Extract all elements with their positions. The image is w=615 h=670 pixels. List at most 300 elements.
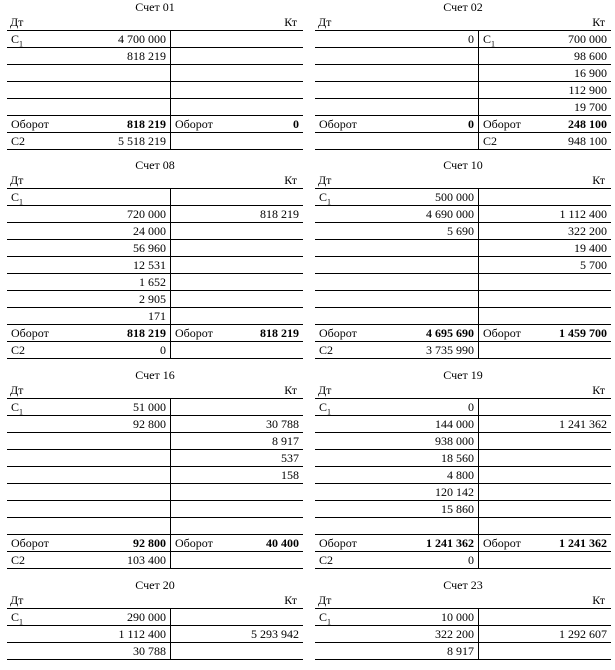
amount: 103 400 bbox=[127, 553, 166, 567]
amount: 1 112 400 bbox=[118, 627, 166, 641]
t-account bbox=[315, 578, 611, 660]
debit-cell bbox=[315, 484, 479, 501]
debit-cell bbox=[315, 433, 479, 450]
account-header bbox=[315, 383, 611, 399]
balance-label: C2 bbox=[11, 134, 26, 148]
credit-cell bbox=[171, 133, 304, 150]
amount: 700 000 bbox=[568, 32, 607, 46]
debit-cell bbox=[315, 416, 479, 433]
t-account bbox=[315, 368, 611, 569]
turnover-credit-cell bbox=[479, 535, 612, 552]
account-title: Счет 01 bbox=[135, 0, 175, 14]
balance-label: C2 bbox=[483, 134, 498, 148]
amount: 500 000 bbox=[435, 190, 474, 204]
closing-balance-row bbox=[315, 342, 611, 359]
t-account bbox=[315, 158, 611, 359]
credit-label: Кт bbox=[592, 173, 605, 187]
entry-row bbox=[7, 399, 303, 416]
entry-row bbox=[7, 257, 303, 274]
credit-cell bbox=[479, 450, 612, 467]
turnover-amount: 0 bbox=[293, 117, 299, 131]
account-table bbox=[315, 609, 611, 660]
debit-cell bbox=[315, 518, 479, 535]
amount: 10 000 bbox=[441, 610, 474, 624]
debit-cell bbox=[7, 416, 171, 433]
entry-row bbox=[7, 48, 303, 65]
debit-cell bbox=[7, 501, 171, 518]
entry-row bbox=[315, 223, 611, 240]
credit-cell bbox=[479, 416, 612, 433]
credit-cell bbox=[171, 189, 304, 206]
credit-cell bbox=[171, 552, 304, 569]
balance-label: $C_1$ bbox=[11, 32, 24, 48]
debit-label: Дт bbox=[318, 593, 332, 607]
amount: 1 112 400 bbox=[559, 207, 607, 221]
entry-row bbox=[7, 450, 303, 467]
account-header bbox=[7, 15, 303, 31]
amount: 144 000 bbox=[435, 417, 474, 431]
debit-cell bbox=[315, 308, 479, 325]
amount: 19 700 bbox=[574, 100, 607, 114]
debit-cell bbox=[7, 518, 171, 535]
balance-label: $C_1$ bbox=[319, 610, 332, 626]
balance-label: $C_1$ bbox=[11, 400, 24, 416]
turnover-debit-cell bbox=[315, 325, 479, 342]
debit-cell bbox=[315, 399, 479, 416]
credit-cell bbox=[171, 626, 304, 643]
debit-cell bbox=[315, 501, 479, 518]
debit-cell bbox=[7, 291, 171, 308]
debit-cell bbox=[315, 206, 479, 223]
credit-cell bbox=[479, 433, 612, 450]
credit-cell bbox=[171, 206, 304, 223]
entry-row bbox=[315, 626, 611, 643]
credit-label: Кт bbox=[284, 593, 297, 607]
credit-cell bbox=[479, 609, 612, 626]
account-title: Счет 23 bbox=[443, 578, 483, 592]
turnover-amount: 818 219 bbox=[127, 117, 166, 131]
debit-cell bbox=[7, 31, 171, 48]
debit-cell bbox=[315, 274, 479, 291]
debit-cell bbox=[7, 274, 171, 291]
turnover-label: Оборот bbox=[483, 117, 521, 131]
entry-row bbox=[315, 31, 611, 48]
entry-row bbox=[7, 416, 303, 433]
credit-cell bbox=[479, 257, 612, 274]
credit-cell bbox=[479, 399, 612, 416]
entry-row bbox=[315, 240, 611, 257]
turnover-label: Оборот bbox=[175, 326, 213, 340]
entry-row bbox=[315, 416, 611, 433]
amount: 818 219 bbox=[127, 49, 166, 63]
credit-cell bbox=[171, 31, 304, 48]
entry-row bbox=[315, 48, 611, 65]
amount: 15 860 bbox=[441, 502, 474, 516]
turnover-label: Оборот bbox=[175, 117, 213, 131]
turnover-row bbox=[315, 116, 611, 133]
credit-cell bbox=[171, 48, 304, 65]
credit-cell bbox=[171, 450, 304, 467]
balance-label: $C_1$ bbox=[483, 32, 496, 48]
amount: 0 bbox=[468, 553, 474, 567]
debit-label: Дт bbox=[318, 383, 332, 397]
t-account bbox=[7, 368, 303, 569]
debit-cell bbox=[315, 240, 479, 257]
account-header bbox=[315, 593, 611, 609]
credit-cell bbox=[479, 206, 612, 223]
credit-cell bbox=[479, 484, 612, 501]
credit-label: Кт bbox=[284, 383, 297, 397]
amount: 171 bbox=[148, 309, 166, 323]
amount: 5 293 942 bbox=[251, 627, 299, 641]
account-title: Счет 20 bbox=[135, 578, 175, 592]
t-account bbox=[7, 158, 303, 359]
amount: 0 bbox=[468, 400, 474, 414]
debit-cell bbox=[315, 82, 479, 99]
turnover-debit-cell bbox=[7, 325, 171, 342]
entry-row bbox=[315, 291, 611, 308]
debit-cell bbox=[315, 342, 479, 359]
turnover-amount: 1 241 362 bbox=[426, 536, 474, 550]
turnover-debit-cell bbox=[7, 116, 171, 133]
turnover-credit-cell bbox=[479, 325, 612, 342]
debit-cell bbox=[315, 643, 479, 660]
turnover-credit-cell bbox=[171, 116, 304, 133]
credit-cell bbox=[479, 552, 612, 569]
account-title: Счет 16 bbox=[135, 368, 175, 382]
amount: 92 800 bbox=[133, 417, 166, 431]
credit-cell bbox=[479, 291, 612, 308]
entry-row bbox=[7, 308, 303, 325]
credit-cell bbox=[479, 308, 612, 325]
turnover-row bbox=[7, 325, 303, 342]
amount: 8 917 bbox=[447, 644, 474, 658]
entry-row bbox=[315, 518, 611, 535]
credit-cell bbox=[171, 99, 304, 116]
debit-cell bbox=[315, 291, 479, 308]
debit-cell bbox=[7, 450, 171, 467]
turnover-credit-cell bbox=[171, 325, 304, 342]
entry-row bbox=[315, 257, 611, 274]
turnover-label: Оборот bbox=[11, 117, 49, 131]
entry-row bbox=[7, 82, 303, 99]
entry-row bbox=[315, 467, 611, 484]
debit-cell bbox=[315, 48, 479, 65]
amount: 948 100 bbox=[568, 134, 607, 148]
credit-label: Кт bbox=[284, 15, 297, 29]
entry-row bbox=[7, 223, 303, 240]
turnover-amount: 1 459 700 bbox=[559, 326, 607, 340]
turnover-amount: 1 241 362 bbox=[559, 536, 607, 550]
account-header bbox=[7, 383, 303, 399]
amount: 4 690 000 bbox=[426, 207, 474, 221]
entry-row bbox=[7, 291, 303, 308]
entry-row bbox=[315, 609, 611, 626]
account-title: Счет 08 bbox=[135, 158, 175, 172]
debit-cell bbox=[7, 609, 171, 626]
debit-label: Дт bbox=[318, 15, 332, 29]
debit-cell bbox=[7, 552, 171, 569]
turnover-amount: 248 100 bbox=[568, 117, 607, 131]
t-account bbox=[7, 0, 303, 150]
credit-cell bbox=[479, 99, 612, 116]
turnover-label: Оборот bbox=[483, 326, 521, 340]
amount: 1 241 362 bbox=[559, 417, 607, 431]
balance-label: C2 bbox=[319, 553, 334, 567]
credit-cell bbox=[479, 223, 612, 240]
entry-row bbox=[315, 308, 611, 325]
balance-label: $C_1$ bbox=[11, 190, 24, 206]
amount: 537 bbox=[281, 451, 299, 465]
entry-row bbox=[7, 189, 303, 206]
turnover-label: Оборот bbox=[11, 536, 49, 550]
credit-cell bbox=[479, 501, 612, 518]
entry-row bbox=[315, 99, 611, 116]
credit-label: Кт bbox=[592, 593, 605, 607]
closing-balance-row bbox=[7, 133, 303, 150]
amount: 0 bbox=[468, 32, 474, 46]
debit-label: Дт bbox=[10, 173, 24, 187]
turnover-credit-cell bbox=[479, 116, 612, 133]
amount: 5 518 219 bbox=[118, 134, 166, 148]
amount: 1 292 607 bbox=[559, 627, 607, 641]
debit-cell bbox=[315, 223, 479, 240]
turnover-debit-cell bbox=[315, 535, 479, 552]
entry-row bbox=[7, 501, 303, 518]
entry-row bbox=[7, 240, 303, 257]
t-account bbox=[7, 578, 303, 660]
entry-row bbox=[7, 433, 303, 450]
debit-cell bbox=[7, 206, 171, 223]
debit-cell bbox=[315, 133, 479, 150]
entry-row bbox=[315, 206, 611, 223]
entry-row bbox=[7, 643, 303, 660]
credit-cell bbox=[171, 501, 304, 518]
debit-cell bbox=[7, 626, 171, 643]
entry-row bbox=[7, 467, 303, 484]
entry-row bbox=[7, 518, 303, 535]
entry-row bbox=[7, 31, 303, 48]
account-title: Счет 19 bbox=[443, 368, 483, 382]
credit-cell bbox=[479, 65, 612, 82]
entry-row bbox=[315, 82, 611, 99]
turnover-amount: 40 400 bbox=[266, 536, 299, 550]
debit-cell bbox=[7, 65, 171, 82]
entry-row bbox=[315, 643, 611, 660]
amount: 120 142 bbox=[435, 485, 474, 499]
credit-cell bbox=[479, 467, 612, 484]
credit-cell bbox=[171, 308, 304, 325]
account-header bbox=[7, 593, 303, 609]
credit-cell bbox=[171, 609, 304, 626]
amount: 290 000 bbox=[127, 610, 166, 624]
debit-cell bbox=[7, 342, 171, 359]
entry-row bbox=[315, 399, 611, 416]
credit-cell bbox=[479, 189, 612, 206]
credit-cell bbox=[171, 484, 304, 501]
account-title: Счет 10 bbox=[443, 158, 483, 172]
amount: 720 000 bbox=[127, 207, 166, 221]
entry-row bbox=[315, 189, 611, 206]
debit-cell bbox=[315, 99, 479, 116]
turnover-row bbox=[7, 535, 303, 552]
account-table bbox=[7, 189, 303, 359]
turnover-amount: 4 695 690 bbox=[426, 326, 474, 340]
balance-label: C2 bbox=[11, 553, 26, 567]
closing-balance-row bbox=[315, 552, 611, 569]
account-table bbox=[7, 399, 303, 569]
debit-cell bbox=[7, 189, 171, 206]
debit-cell bbox=[7, 433, 171, 450]
balance-label: C2 bbox=[319, 343, 334, 357]
debit-cell bbox=[315, 257, 479, 274]
debit-cell bbox=[7, 99, 171, 116]
debit-cell bbox=[315, 552, 479, 569]
amount: 818 219 bbox=[260, 207, 299, 221]
amount: 51 000 bbox=[133, 400, 166, 414]
credit-label: Кт bbox=[592, 15, 605, 29]
entry-row bbox=[7, 206, 303, 223]
turnover-label: Оборот bbox=[319, 326, 357, 340]
debit-cell bbox=[7, 467, 171, 484]
debit-cell bbox=[7, 308, 171, 325]
turnover-credit-cell bbox=[171, 535, 304, 552]
turnover-label: Оборот bbox=[483, 536, 521, 550]
entry-row bbox=[7, 99, 303, 116]
credit-cell bbox=[479, 643, 612, 660]
debit-cell bbox=[315, 450, 479, 467]
amount: 24 000 bbox=[133, 224, 166, 238]
entry-row bbox=[315, 450, 611, 467]
turnover-row bbox=[315, 535, 611, 552]
entry-row bbox=[315, 274, 611, 291]
balance-label: $C_1$ bbox=[319, 190, 332, 206]
debit-cell bbox=[7, 240, 171, 257]
turnover-row bbox=[7, 116, 303, 133]
amount: 5 700 bbox=[580, 258, 607, 272]
turnover-label: Оборот bbox=[319, 117, 357, 131]
account-table bbox=[7, 31, 303, 150]
entry-row bbox=[7, 609, 303, 626]
account-header bbox=[315, 15, 611, 31]
amount: 112 900 bbox=[568, 83, 607, 97]
credit-cell bbox=[171, 416, 304, 433]
balance-label: C2 bbox=[11, 343, 26, 357]
debit-cell bbox=[315, 65, 479, 82]
amount: 1 652 bbox=[139, 275, 166, 289]
credit-label: Кт bbox=[284, 173, 297, 187]
turnover-row bbox=[315, 325, 611, 342]
credit-cell bbox=[171, 240, 304, 257]
credit-cell bbox=[479, 133, 612, 150]
closing-balance-row bbox=[7, 552, 303, 569]
credit-cell bbox=[171, 291, 304, 308]
entry-row bbox=[315, 501, 611, 518]
turnover-label: Оборот bbox=[319, 536, 357, 550]
entry-row bbox=[7, 626, 303, 643]
credit-cell bbox=[171, 433, 304, 450]
turnover-amount: 818 219 bbox=[127, 326, 166, 340]
credit-cell bbox=[479, 31, 612, 48]
entry-row bbox=[7, 65, 303, 82]
credit-cell bbox=[171, 467, 304, 484]
debit-cell bbox=[7, 643, 171, 660]
credit-cell bbox=[171, 223, 304, 240]
credit-label: Кт bbox=[592, 383, 605, 397]
debit-cell bbox=[7, 82, 171, 99]
amount: 5 690 bbox=[447, 224, 474, 238]
credit-cell bbox=[479, 274, 612, 291]
turnover-label: Оборот bbox=[11, 326, 49, 340]
credit-cell bbox=[479, 240, 612, 257]
credit-cell bbox=[479, 48, 612, 65]
amount: 18 560 bbox=[441, 451, 474, 465]
balance-label: $C_1$ bbox=[319, 400, 332, 416]
amount: 56 960 bbox=[133, 241, 166, 255]
credit-cell bbox=[171, 65, 304, 82]
debit-cell bbox=[7, 399, 171, 416]
debit-label: Дт bbox=[10, 383, 24, 397]
account-header bbox=[315, 173, 611, 189]
entry-row bbox=[315, 484, 611, 501]
amount: 322 200 bbox=[435, 627, 474, 641]
amount: 3 735 990 bbox=[426, 343, 474, 357]
turnover-debit-cell bbox=[315, 116, 479, 133]
amount: 0 bbox=[160, 343, 166, 357]
amount: 4 700 000 bbox=[118, 32, 166, 46]
debit-cell bbox=[7, 48, 171, 65]
amount: 938 000 bbox=[435, 434, 474, 448]
entry-row bbox=[315, 433, 611, 450]
credit-cell bbox=[171, 82, 304, 99]
credit-cell bbox=[479, 626, 612, 643]
credit-cell bbox=[171, 518, 304, 535]
amount: 2 905 bbox=[139, 292, 166, 306]
amount: 158 bbox=[281, 468, 299, 482]
amount: 4 800 bbox=[447, 468, 474, 482]
amount: 8 917 bbox=[272, 434, 299, 448]
debit-cell bbox=[315, 609, 479, 626]
turnover-amount: 818 219 bbox=[260, 326, 299, 340]
turnover-amount: 92 800 bbox=[133, 536, 166, 550]
credit-cell bbox=[171, 342, 304, 359]
account-table bbox=[315, 31, 611, 150]
closing-balance-row bbox=[7, 342, 303, 359]
account-title: Счет 02 bbox=[443, 0, 483, 14]
amount: 30 788 bbox=[266, 417, 299, 431]
debit-label: Дт bbox=[10, 593, 24, 607]
entry-row bbox=[7, 484, 303, 501]
amount: 30 788 bbox=[133, 644, 166, 658]
closing-balance-row bbox=[315, 133, 611, 150]
amount: 16 900 bbox=[574, 66, 607, 80]
debit-cell bbox=[315, 626, 479, 643]
account-table bbox=[315, 189, 611, 359]
credit-cell bbox=[171, 257, 304, 274]
debit-cell bbox=[315, 467, 479, 484]
account-header bbox=[7, 173, 303, 189]
credit-cell bbox=[479, 82, 612, 99]
amount: 19 400 bbox=[574, 241, 607, 255]
debit-cell bbox=[315, 31, 479, 48]
credit-cell bbox=[171, 274, 304, 291]
turnover-label: Оборот bbox=[175, 536, 213, 550]
debit-label: Дт bbox=[318, 173, 332, 187]
debit-label: Дт bbox=[10, 15, 24, 29]
amount: 98 600 bbox=[574, 49, 607, 63]
t-account bbox=[315, 0, 611, 150]
debit-cell bbox=[7, 257, 171, 274]
